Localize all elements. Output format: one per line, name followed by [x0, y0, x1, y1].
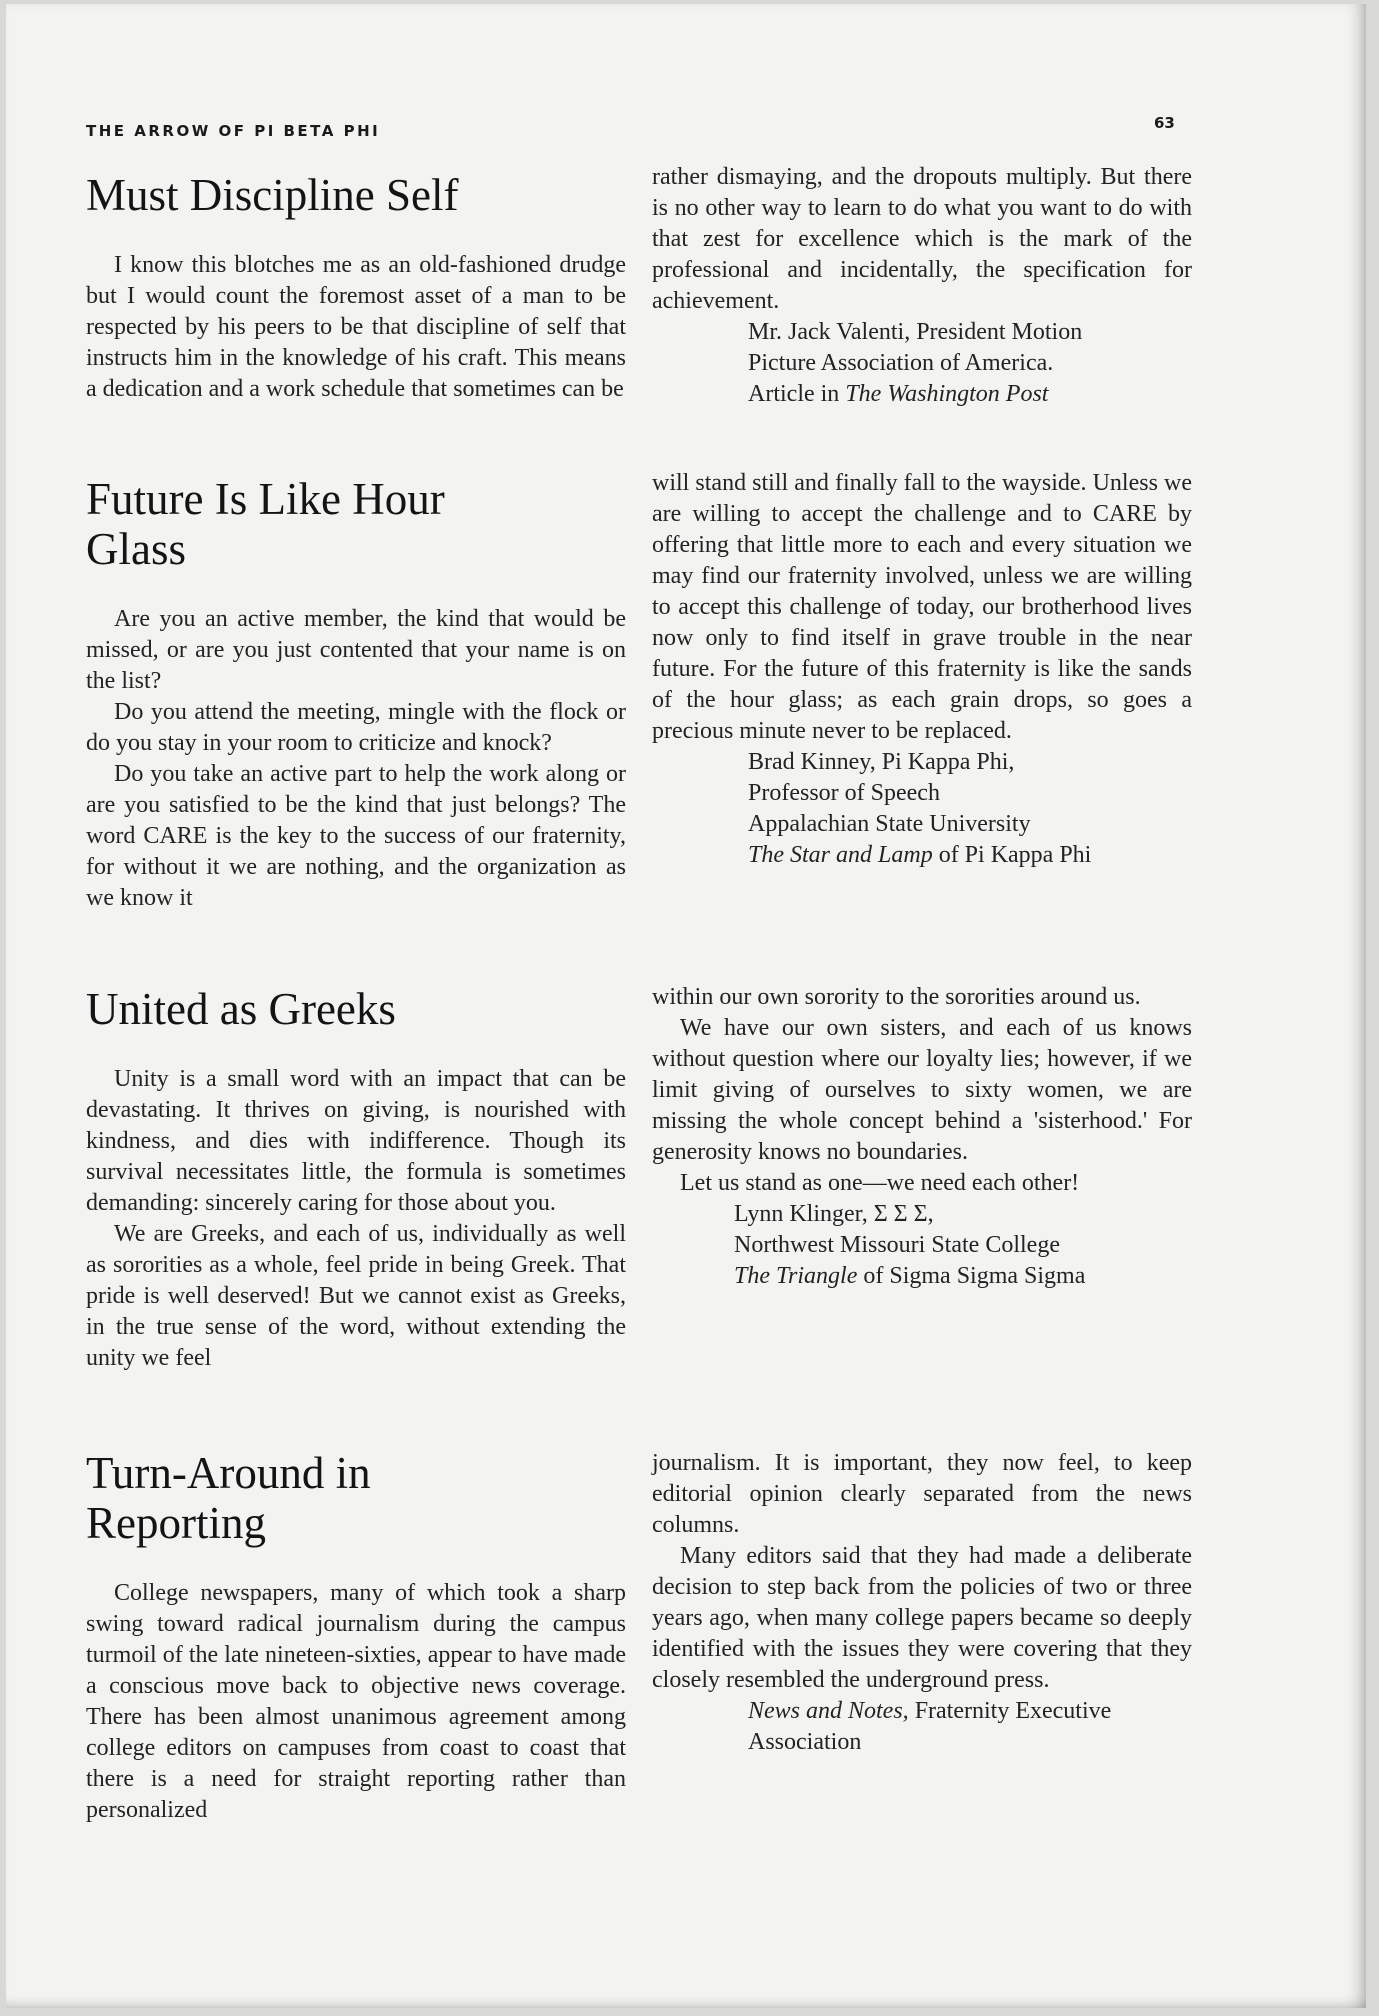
credit-line: Appalachian State University — [748, 811, 1031, 837]
credit-line: Northwest Missouri State College — [734, 1232, 1060, 1258]
article-paragraph: Let us stand as one—we need each other! — [680, 1170, 1080, 1196]
credit-line: Picture Association of America. — [748, 350, 1054, 376]
article-paragraph: Do you take an active part to help the work along or are you satisfied to be the kind that just belongs? The word CARE is the key to the success of our fraternity, for without it we are nothing, and the organization as we know it — [86, 761, 626, 911]
article-title: Must Discipline Self — [86, 170, 459, 220]
article-paragraph: We have our own sisters, and each of us knows without question where our loyalty lies; however, if we limit giving of ourselves to sixty women, we are missing the whole concept behind a 'sisterhood.' For generosity knows no boundaries. — [652, 1015, 1192, 1165]
running-header: THE ARROW OF PI BETA PHI — [86, 122, 381, 140]
article-united-greeks-right — [652, 982, 1192, 1292]
article-paragraph: Are you an active member, the kind that would be missed, or are you just contented that your name is on the list? — [86, 606, 626, 694]
article-paragraph: Do you attend the meeting, mingle with the flock or do you stay in your room to criticize and knock? — [86, 699, 626, 756]
article-united-greeks-left — [86, 984, 626, 1374]
article-must-discipline-self-left — [86, 170, 626, 405]
article-must-discipline-self-right — [652, 162, 1192, 410]
page-number: 63 — [1154, 114, 1175, 132]
article-paragraph: journalism. It is important, they now feel, to keep editorial opinion clearly separated from the news columns. — [652, 1450, 1192, 1538]
credit-line: Article in The Washington Post — [748, 381, 1049, 407]
credit-line: News and Notes, Fraternity Executive — [748, 1698, 1112, 1724]
publication-name: The Star and Lamp — [748, 842, 933, 868]
credit-line: The Triangle of Sigma Sigma Sigma — [734, 1263, 1086, 1289]
article-paragraph: We are Greeks, and each of us, individually as well as sororities as a whole, feel pride in being Greek. That pride is well deserved! But we cannot exist as Greeks, in the true sense of the word, without extending the unity we feel — [86, 1221, 626, 1371]
article-title: Turn-Around in Reporting — [86, 1448, 371, 1548]
article-paragraph: Unity is a small word with an impact that can be devastating. It thrives on giving, is nourished with kindness, and dies with indifference. Though its survival necessitates little, the formula is sometimes demanding: sincerely caring for those about you. — [86, 1066, 626, 1216]
credit-line: Brad Kinney, Pi Kappa Phi, — [748, 749, 1015, 775]
publication-name: News and Notes, — [748, 1698, 909, 1724]
article-future-hour-glass-right — [652, 468, 1192, 871]
article-title: Future Is Like Hour Glass — [86, 474, 445, 574]
article-turn-around-right — [652, 1448, 1192, 1758]
article-turn-around-left — [86, 1448, 626, 1826]
article-paragraph: I know this blotches me as an old-fashioned drudge but I would count the foremost asset of a man to be respected by his peers to be that discipline of self that instructs him in the knowledge of his craft. This means a dedication and a work schedule that sometimes can be — [86, 252, 626, 402]
credit-line: Professor of Speech — [748, 780, 940, 806]
article-title: United as Greeks — [86, 984, 396, 1034]
credit-line: Mr. Jack Valenti, President Motion — [748, 319, 1083, 345]
article-paragraph: will stand still and finally fall to the wayside. Unless we are willing to accept the challenge and to CARE by offering that little more to each and every situation we may find our fraternity involved, unless we are willing to accept this challenge of today, our brotherhood lives now only to find itself in grave trouble in the near future. For the future of this fraternity is like the sands of the hour glass; as each grain drops, so goes a precious minute never to be replaced. — [652, 470, 1192, 744]
credit-line: The Star and Lamp of Pi Kappa Phi — [748, 842, 1092, 868]
article-future-hour-glass-left — [86, 474, 626, 914]
magazine-page — [6, 4, 1366, 2008]
publication-name: The Washington Post — [845, 381, 1049, 407]
article-paragraph: Many editors said that they had made a deliberate decision to step back from the policies of two or three years ago, when many college papers became so deeply identified with the issues they were covering that they closely resembled the underground press. — [652, 1543, 1192, 1693]
credit-line: Association — [748, 1729, 862, 1755]
article-paragraph: within our own sorority to the sororities around us. — [652, 984, 1141, 1010]
article-paragraph: College newspapers, many of which took a sharp swing toward radical journalism during the campus turmoil of the late nineteen-sixties, appear to have made a conscious move back to objective news coverage. There has been almost unanimous agreement among college editors on campuses from coast to coast that there is a need for straight reporting rather than personalized — [86, 1580, 626, 1823]
article-paragraph: rather dismaying, and the dropouts multiply. But there is no other way to learn to do what you want to do with that zest for excellence which is the mark of the professional and incidentally, the specification for achievement. — [652, 164, 1192, 314]
publication-name: The Triangle — [734, 1263, 858, 1289]
credit-line: Lynn Klinger, Σ Σ Σ, — [734, 1201, 934, 1227]
